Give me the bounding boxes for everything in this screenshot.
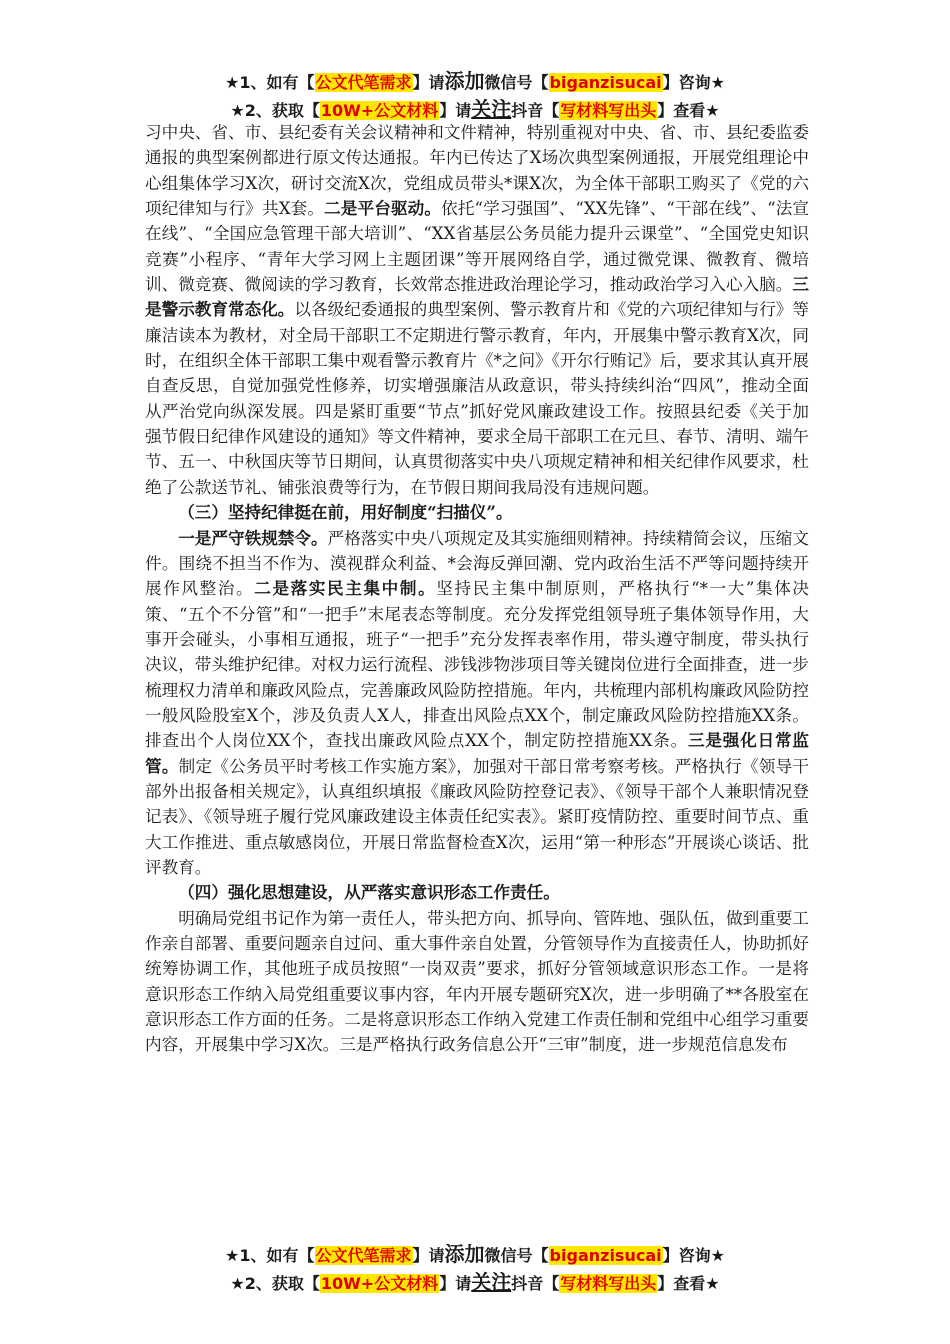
promo-line-2: ★2、获取【10W+公文材料】请关注抖音【写材料写出头】查看★ <box>230 97 720 121</box>
bottom-promo-banner <box>0 1241 950 1297</box>
highlight-text: biganzisucai <box>549 73 662 92</box>
star-icon: ★ <box>225 1246 240 1265</box>
star-icon: ★ <box>230 101 245 120</box>
highlight-text: 10W+公文材料 <box>320 101 439 120</box>
highlight-text: 公文代笔需求 <box>315 1246 412 1265</box>
promo-line-2: ★2、获取【10W+公文材料】请关注抖音【写材料写出头】查看★ <box>230 1270 720 1294</box>
paragraph: 习中央、省、市、县纪委有关会议精神和文件精神，特别重视对中央、省、市、县纪委监委通报的典型案例都进行原文传达通报。年内已传达了X场次典型案例通报，开展党组理论中心组集体学习X次，研讨交流X次，党组成员带头*课X次，为全体干部职工购买了《党的六项纪律知与行》共X套。二是平台驱动。依托“学习强国”、“XX先锋”、“干部在线”、“法宣在线”、“全国应急管理干部大培训”、“XX省基层公务员能力提升云课堂”、“全国党史知识竞赛”小程序、“青年大学习网上主题团课”等开展网络自学，通过微党课、微教育、微培训、微竞赛、微阅读的学习教育，长效常态推进政治理论学习，推动政治学习入心入脑。三是警示教育常态化。以各级纪委通报的典型案例、警示教育片和《党的六项纪律知与行》等廉洁读本为教材，对全局干部职工不定期进行警示教育，年内，开展集中警示教育X次，同时，在组织全体干部职工集中观看警示教育片《*之问》《开尔行贿记》后，要求其认真开展自查反思，自觉加强党性修养，切实增强廉洁从政意识，带头持续纠治“四风”，推动全面从严治党向纵深发展。四是紧盯重要“节点”抓好党风廉政建设工作。按照县纪委《关于加强节假日纪律作风建设的通知》等文件精神，要求全局干部职工在元旦、春节、清明、端午节、五一、中秋国庆等节日期间，认真贯彻落实中央八项规定精神和相关纪律作风要求，杜绝了公款送节礼、铺张浪费等行为，在节假日期间我局没有违规问题。 <box>145 123 810 497</box>
section-heading: （四）强化思想建设，从严落实意识形态工作责任。 <box>178 882 560 903</box>
paragraph: 一是严守铁规禁令。严格落实中央八项规定及其实施细则精神。持续精简会议，压缩文件。围绕不担当不作为、漠视群众利益、*会海反弹回潮、党内政治生活不严等问题持续开展作风整治。二是落实民主集中制。坚持民主集中制原则，严格执行“*一大”集体决策、“五个不分管”和“一把手”末尾表态等制度。充分发挥党组领导班子集体领导作用，大事开会碰头，小事相互通报，班子“一把手”充分发挥表率作用，带头遵守制度，带头执行决议，带头维护纪律。对权力运行流程、涉钱涉物涉项目等关键岗位进行全面排查，进一步梳理权力清单和廉政风险点，完善廉政风险防控措施。年内，共梳理内部机构廉政风险防控一般风险股室X个，涉及负责人X人，排查出风险点XX个，制定廉政风险防控措施XX条。排查出个人岗位XX个，查找出廉政风险点XX个，制定防控措施XX条。三是强化日常监管。制定《公务员平时考核工作实施方案》，加强对干部日常考察考核。严格执行《领导干部外出报备相关规定》，认真组织填报《廉政风险防控登记表》、《领导干部个人兼职情况登记表》、《领导班子履行党风廉政建设主体责任纪实表》。紧盯疫情防控、重要时间节点、重大工作推进、重点敏感岗位，开展日常监督检查X次，运用“第一种形态”开展谈心谈话、批评教育。 <box>145 527 810 877</box>
highlight-text: biganzisucai <box>549 1246 662 1265</box>
star-icon: ★ <box>230 1274 245 1293</box>
star-icon: ★ <box>225 73 240 92</box>
highlight-text: 写材料写出头 <box>560 101 657 120</box>
highlight-text: 10W+公文材料 <box>320 1274 439 1293</box>
document-body <box>145 120 809 1058</box>
highlight-text: 公文代笔需求 <box>315 73 412 92</box>
highlight-text: 写材料写出头 <box>560 1274 657 1293</box>
paragraph: 明确局党组书记作为第一责任人，带头把方向、抓导向、管阵地、强队伍，做到重要工作亲自部署、重要问题亲自过问、重大事件亲自处置，分管领导作为直接责任人，协助抓好统筹协调工作，其他班子成员按照“一岗双责”要求，抓好分管领域意识形态工作。一是将意识形态工作纳入局党组重要议事内容，年内开展专题研究X次，进一步明确了**各股室在意识形态工作方面的任务。二是将意识形态工作纳入党建工作责任制和党组中心组学习重要内容，开展集中学习X次。三是严格执行政务信息公开“三审”制度，进一步规范信息发布 <box>145 908 809 1055</box>
top-promo-banner <box>0 68 950 124</box>
promo-line-1: ★1、如有【公文代笔需求】请添加微信号【biganzisucai】咨询★ <box>225 69 725 93</box>
promo-line-1: ★1、如有【公文代笔需求】请添加微信号【biganzisucai】咨询★ <box>225 1242 725 1266</box>
section-heading: （三）坚持纪律挺在前，用好制度“扫描仪”。 <box>178 502 513 523</box>
